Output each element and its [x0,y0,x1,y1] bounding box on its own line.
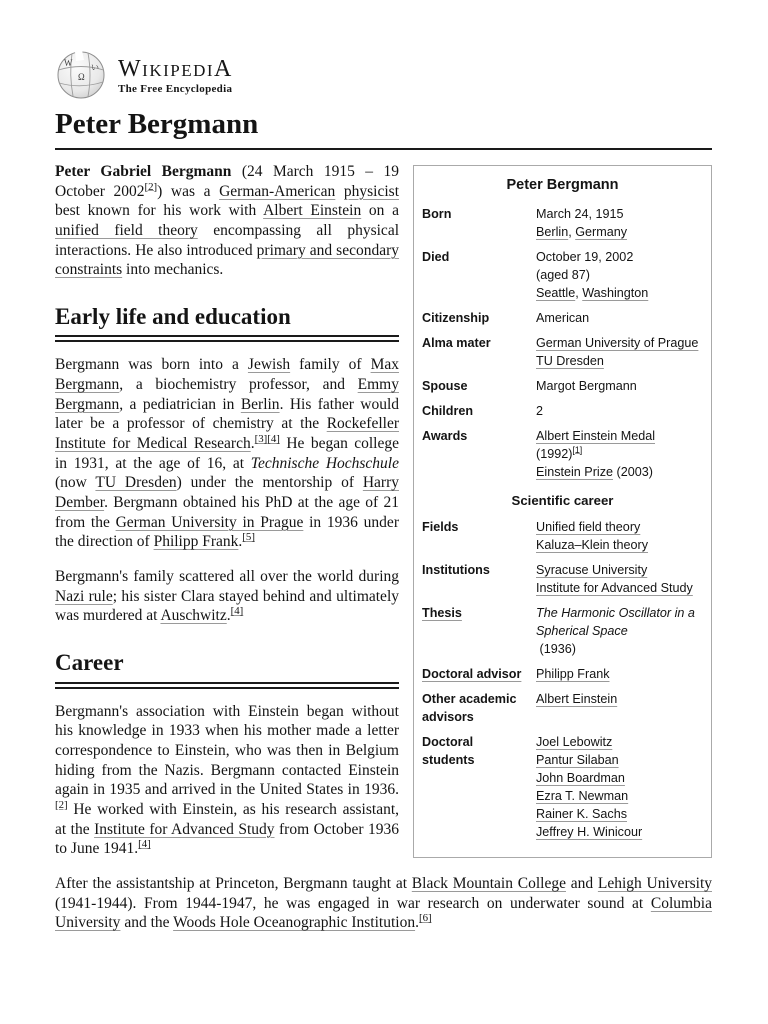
infobox-label: Alma mater [422,335,491,350]
infobox-value [536,518,703,554]
link[interactable]: Berlin [240,395,280,413]
text-segment: , a biochemistry professor, and [119,376,358,394]
link[interactable]: [3] [254,432,268,445]
article-body [55,162,712,933]
text-segment: . His father would later be a professor of chemistry at the [55,395,400,433]
infobox-row [422,665,703,683]
link[interactable]: Philipp Frank [153,533,239,551]
infobox-value-line [536,445,703,463]
infobox-label: Doctoral students [422,734,475,767]
link[interactable]: Max Bergmann [55,356,399,394]
infobox-subheader: Scientific career [511,492,614,508]
link[interactable]: Joel Lebowitz [536,734,613,749]
infobox-label: Spouse [422,378,468,393]
infobox-value-line [536,640,703,658]
text-segment: ; his sister Clara stayed behind and ultimately was murdered at [55,587,399,625]
text-segment: (2003) [613,464,653,479]
brand-text [118,50,233,95]
infobox-value-line [536,561,703,579]
text-segment: . Bergmann obtained his PhD at the age of 21 from the [55,494,399,531]
infobox-row [422,604,703,658]
infobox-value-line [536,377,703,395]
infobox-value-line [536,248,703,266]
infobox-value [536,665,703,683]
link[interactable]: [4] [230,605,244,618]
link[interactable]: [4] [138,838,151,851]
link[interactable]: unified field theory [55,221,198,239]
text-segment: . [226,607,231,625]
infobox-value-line [536,402,703,420]
infobox-label: Awards [422,428,468,443]
text-segment: . [250,435,255,453]
text-segment: American [536,310,590,325]
text-segment: Bergmann's association with Einstein began without his knowledge in 1933 when his mother made a letter correspondence to Einstein, who was then in Belgium hiding from the Nazis. Bergmann contacted Einstein again in 1935 and arrived in the United States in 1936. [55,702,399,799]
text-segment: Bergmann's family scattered all over the world during [55,568,399,586]
link[interactable]: Albert Einstein [536,691,618,706]
text-segment: Bergmann was born into a [55,356,248,374]
globe-glyph: い [91,63,99,72]
link[interactable]: Pantur Silaban [536,752,619,767]
text-segment: , [568,224,576,239]
section-heading: Early life and education [55,304,399,342]
text-segment: (1941-1944). From 1944-1947, he was engaged in war research on underwater sound at [55,894,651,912]
text-segment: Technische Hochschule [250,454,399,472]
text-segment: He began college in 1931, at the age of 16, at [55,435,399,472]
text-segment: . [238,533,243,551]
link[interactable]: Albert Einstein Medal [536,428,656,443]
section-heading: Career [55,650,399,688]
infobox-value-line [536,665,703,683]
link[interactable]: Einstein Prize [536,464,613,479]
infobox-value [536,402,703,420]
infobox-value-line [536,690,703,708]
infobox-label: Other academic advisors [422,691,517,724]
infobox-label: Institutions [422,562,490,577]
masthead [55,50,712,100]
link[interactable]: Berlin [536,224,569,239]
text-segment: , [575,285,583,300]
infobox-value-line [536,518,703,536]
text-segment: ) was a [157,182,220,200]
text-segment: . [415,914,419,932]
infobox-label[interactable]: Thesis [422,605,462,620]
infobox-row [422,377,703,395]
link[interactable]: German University in Prague [115,513,304,531]
link[interactable]: [1] [572,444,583,455]
infobox-value-line [536,805,703,823]
infobox-label: Died [422,249,450,264]
text-segment: October 19, 2002 [536,249,634,264]
link[interactable]: [2] [144,180,158,193]
link[interactable]: Auschwitz [160,607,227,625]
globe-glyph: W [64,58,73,68]
infobox-value [536,248,703,302]
infobox-value-line [536,787,703,805]
link[interactable]: Philipp Frank [536,666,610,681]
link[interactable]: [6] [418,912,432,925]
infobox-value-line [536,823,703,841]
infobox-rows [422,205,703,841]
link[interactable]: Harry Dember [55,474,399,512]
link[interactable]: Rainer K. Sachs [536,806,627,821]
infobox-row [422,561,703,597]
infobox-row [422,518,703,554]
infobox-row [422,334,703,370]
infobox-value-line [536,751,703,769]
wikipedia-wordmark: WikipediA [118,56,233,82]
text-segment: from October 1936 to June 1941. [55,820,399,858]
infobox-row [422,248,703,302]
link[interactable]: Syracuse University [536,562,648,577]
infobox-label: Fields [422,519,459,534]
infobox-value-line [536,223,703,241]
infobox-value [536,690,703,726]
infobox-value-line [536,579,703,597]
infobox-row [422,402,703,420]
link[interactable]: Lehigh University [597,874,712,892]
text-segment: encompassing all physical interactions. He also introduced [55,221,400,259]
link[interactable]: Unified field theory [536,519,641,534]
text-segment: and the [120,914,174,932]
infobox-row [422,427,703,481]
infobox-value [536,604,703,658]
infobox-value [536,309,703,327]
infobox-label[interactable]: Doctoral advisor [422,666,522,681]
infobox-value [536,334,703,370]
infobox-row [422,690,703,726]
link[interactable]: Rockefeller Institute for Medical Research [55,415,399,453]
link[interactable]: TU Dresden [536,353,604,368]
infobox-value-line [536,352,703,370]
infobox-value-line [536,463,703,481]
text-segment: (24 March 1915 – 19 October 2002 [55,162,399,200]
text-segment: Peter Gabriel Bergmann [55,162,232,180]
link[interactable]: Ezra T. Newman [536,788,629,803]
wikipedia-tagline: The Free Encyclopedia [118,83,233,95]
infobox [413,165,712,858]
link[interactable]: Institute for Advanced Study [94,820,275,838]
text-segment: He worked with Einstein, as his research assistant, at the [55,800,399,838]
text-segment: (1936) [536,641,576,656]
text-segment: 2 [536,403,544,418]
infobox-value-line [536,309,703,327]
link[interactable]: Emmy Bergmann [55,376,399,413]
infobox-value-line [536,604,703,640]
link[interactable]: [2] [55,798,68,811]
link[interactable]: Jewish [247,356,291,374]
infobox-value-line [536,334,703,352]
text-segment: After the assistantship at Princeton, Bergmann taught at [55,874,412,892]
page-title: Peter Bergmann [55,109,712,150]
globe-glyph: Ω [78,72,85,82]
link[interactable]: Germany [575,224,627,239]
link[interactable]: Columbia University [55,894,712,932]
infobox-value-line [536,266,703,284]
text-segment: and [565,874,598,892]
text-segment: Margot Bergmann [536,378,637,393]
paragraph [55,874,712,933]
link[interactable]: Woods Hole Oceanographic Institution [173,914,416,932]
link[interactable]: Jeffrey H. Winicour [536,824,643,839]
text-segment: on a [361,202,399,220]
text-segment: (aged 87) [536,267,590,282]
infobox-row [422,309,703,327]
infobox-value-line [536,427,703,445]
text-segment: ) under the mentorship of [176,474,363,492]
infobox-value [536,205,703,241]
infobox-title: Peter Bergmann [506,176,619,193]
link[interactable]: TU Dresden [95,474,177,492]
text-segment: The Harmonic Oscillator in a Spherical Space [536,605,695,638]
infobox-value-line [536,205,703,223]
text-segment: in 1936 under the direction of [55,513,399,551]
link[interactable]: Albert Einstein [263,202,362,220]
link[interactable]: physicist [343,182,400,200]
link[interactable]: German-American [219,182,336,200]
infobox-label: Children [422,403,474,418]
wikipedia-globe-icon [55,50,107,100]
link[interactable]: [5] [242,531,255,544]
text-segment: (1992) [536,446,573,461]
infobox-value [536,733,703,841]
infobox-value-line [536,769,703,787]
link[interactable]: primary and secondary constraints [55,241,400,279]
infobox-value [536,377,703,395]
infobox-value-line [536,284,703,302]
link[interactable]: Black Mountain College [411,874,566,892]
infobox-label: Born [422,206,452,221]
infobox-value-line [536,536,703,554]
link[interactable]: [4] [267,432,280,445]
text-segment: , a pediatrician in [119,395,241,413]
infobox-row [422,205,703,241]
link[interactable]: Nazi rule [55,587,113,605]
link[interactable]: Institute for Advanced Study [536,580,693,595]
link[interactable]: Seattle [536,285,576,300]
text-segment: into mechanics. [122,261,224,279]
infobox-row [422,733,703,841]
link[interactable]: John Boardman [536,770,625,785]
text-segment [335,183,344,200]
infobox-value [536,427,703,481]
infobox-value [536,561,703,597]
text-segment: March 24, 1915 [536,206,624,221]
link[interactable]: Kaluza–Klein theory [536,537,649,552]
text-segment: (now [55,474,96,492]
text-segment: family of [290,356,371,374]
link[interactable]: Washington [582,285,649,300]
text-segment: best known for his work with [55,202,264,220]
link[interactable]: German University of Prague [536,335,699,350]
infobox-value-line [536,733,703,751]
infobox-label: Citizenship [422,310,490,325]
